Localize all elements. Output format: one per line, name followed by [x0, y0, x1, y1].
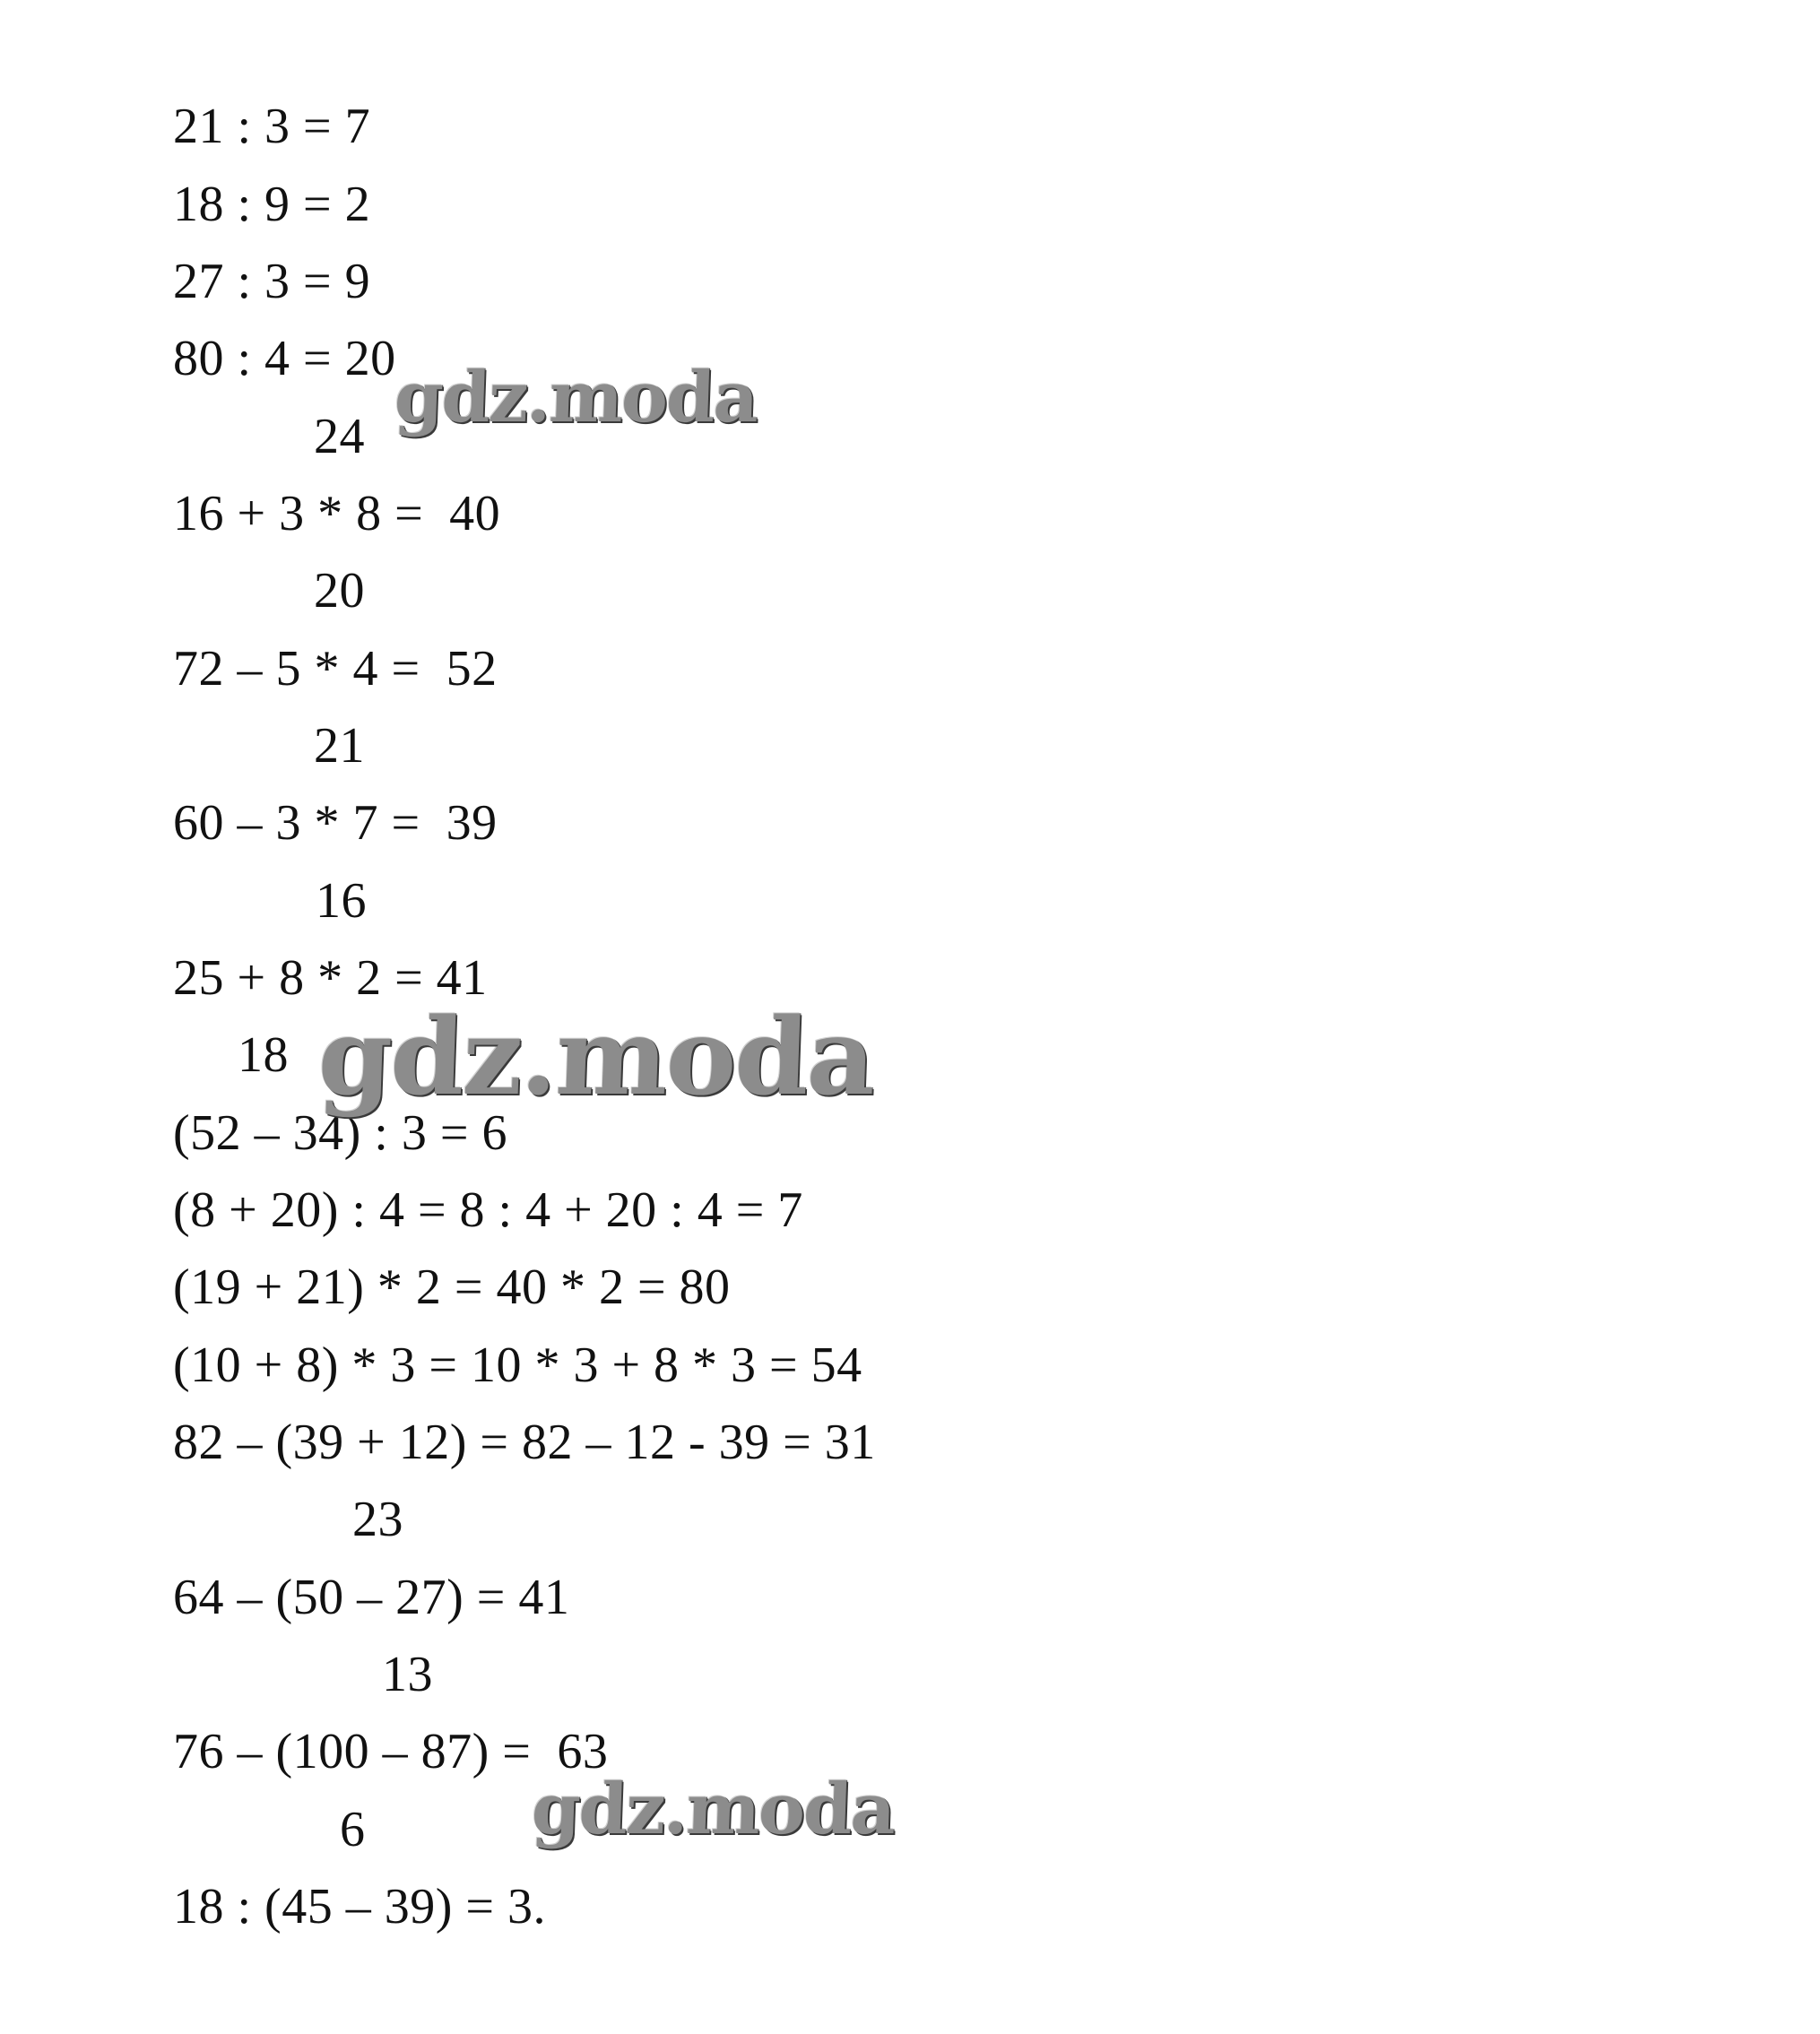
equation-line: 21 : 3 = 7: [173, 99, 371, 154]
equation-line: 72 – 5 * 4 = 52: [173, 641, 498, 697]
equation-line: 64 – (50 – 27) = 41: [173, 1570, 570, 1625]
equation-line: 18 : (45 – 39) = 3.: [173, 1879, 546, 1934]
intermediate-result: 18: [238, 1027, 289, 1083]
intermediate-result: 6: [340, 1802, 366, 1857]
intermediate-result: 13: [382, 1647, 433, 1702]
equation-line: 80 : 4 = 20: [173, 331, 396, 386]
intermediate-result: 21: [314, 718, 365, 774]
equation-line: 18 : 9 = 2: [173, 177, 371, 232]
equation-line: 27 : 3 = 9: [173, 254, 371, 309]
intermediate-result: 20: [314, 563, 365, 619]
watermark-logo: gdz.moda: [393, 357, 758, 438]
equation-line: (8 + 20) : 4 = 8 : 4 + 20 : 4 = 7: [173, 1182, 803, 1238]
equation-line: 16 + 3 * 8 = 40: [173, 486, 501, 541]
equation-line: (19 + 21) * 2 = 40 * 2 = 80: [173, 1259, 731, 1315]
intermediate-result: 16: [316, 873, 367, 929]
equation-line: 60 – 3 * 7 = 39: [173, 795, 498, 851]
equation-line: 25 + 8 * 2 = 41: [173, 950, 488, 1006]
intermediate-result: 23: [352, 1492, 403, 1547]
watermark-logo: gdz.moda: [316, 994, 877, 1119]
equation-line: 76 – (100 – 87) = 63: [173, 1724, 609, 1779]
intermediate-result: 24: [314, 409, 365, 464]
equation-line: (10 + 8) * 3 = 10 * 3 + 8 * 3 = 54: [173, 1337, 862, 1393]
equation-line: (52 – 34) : 3 = 6: [173, 1105, 507, 1161]
watermark-logo: gdz.moda: [530, 1769, 896, 1850]
equation-line: 82 – (39 + 12) = 82 – 12 - 39 = 31: [173, 1415, 876, 1470]
